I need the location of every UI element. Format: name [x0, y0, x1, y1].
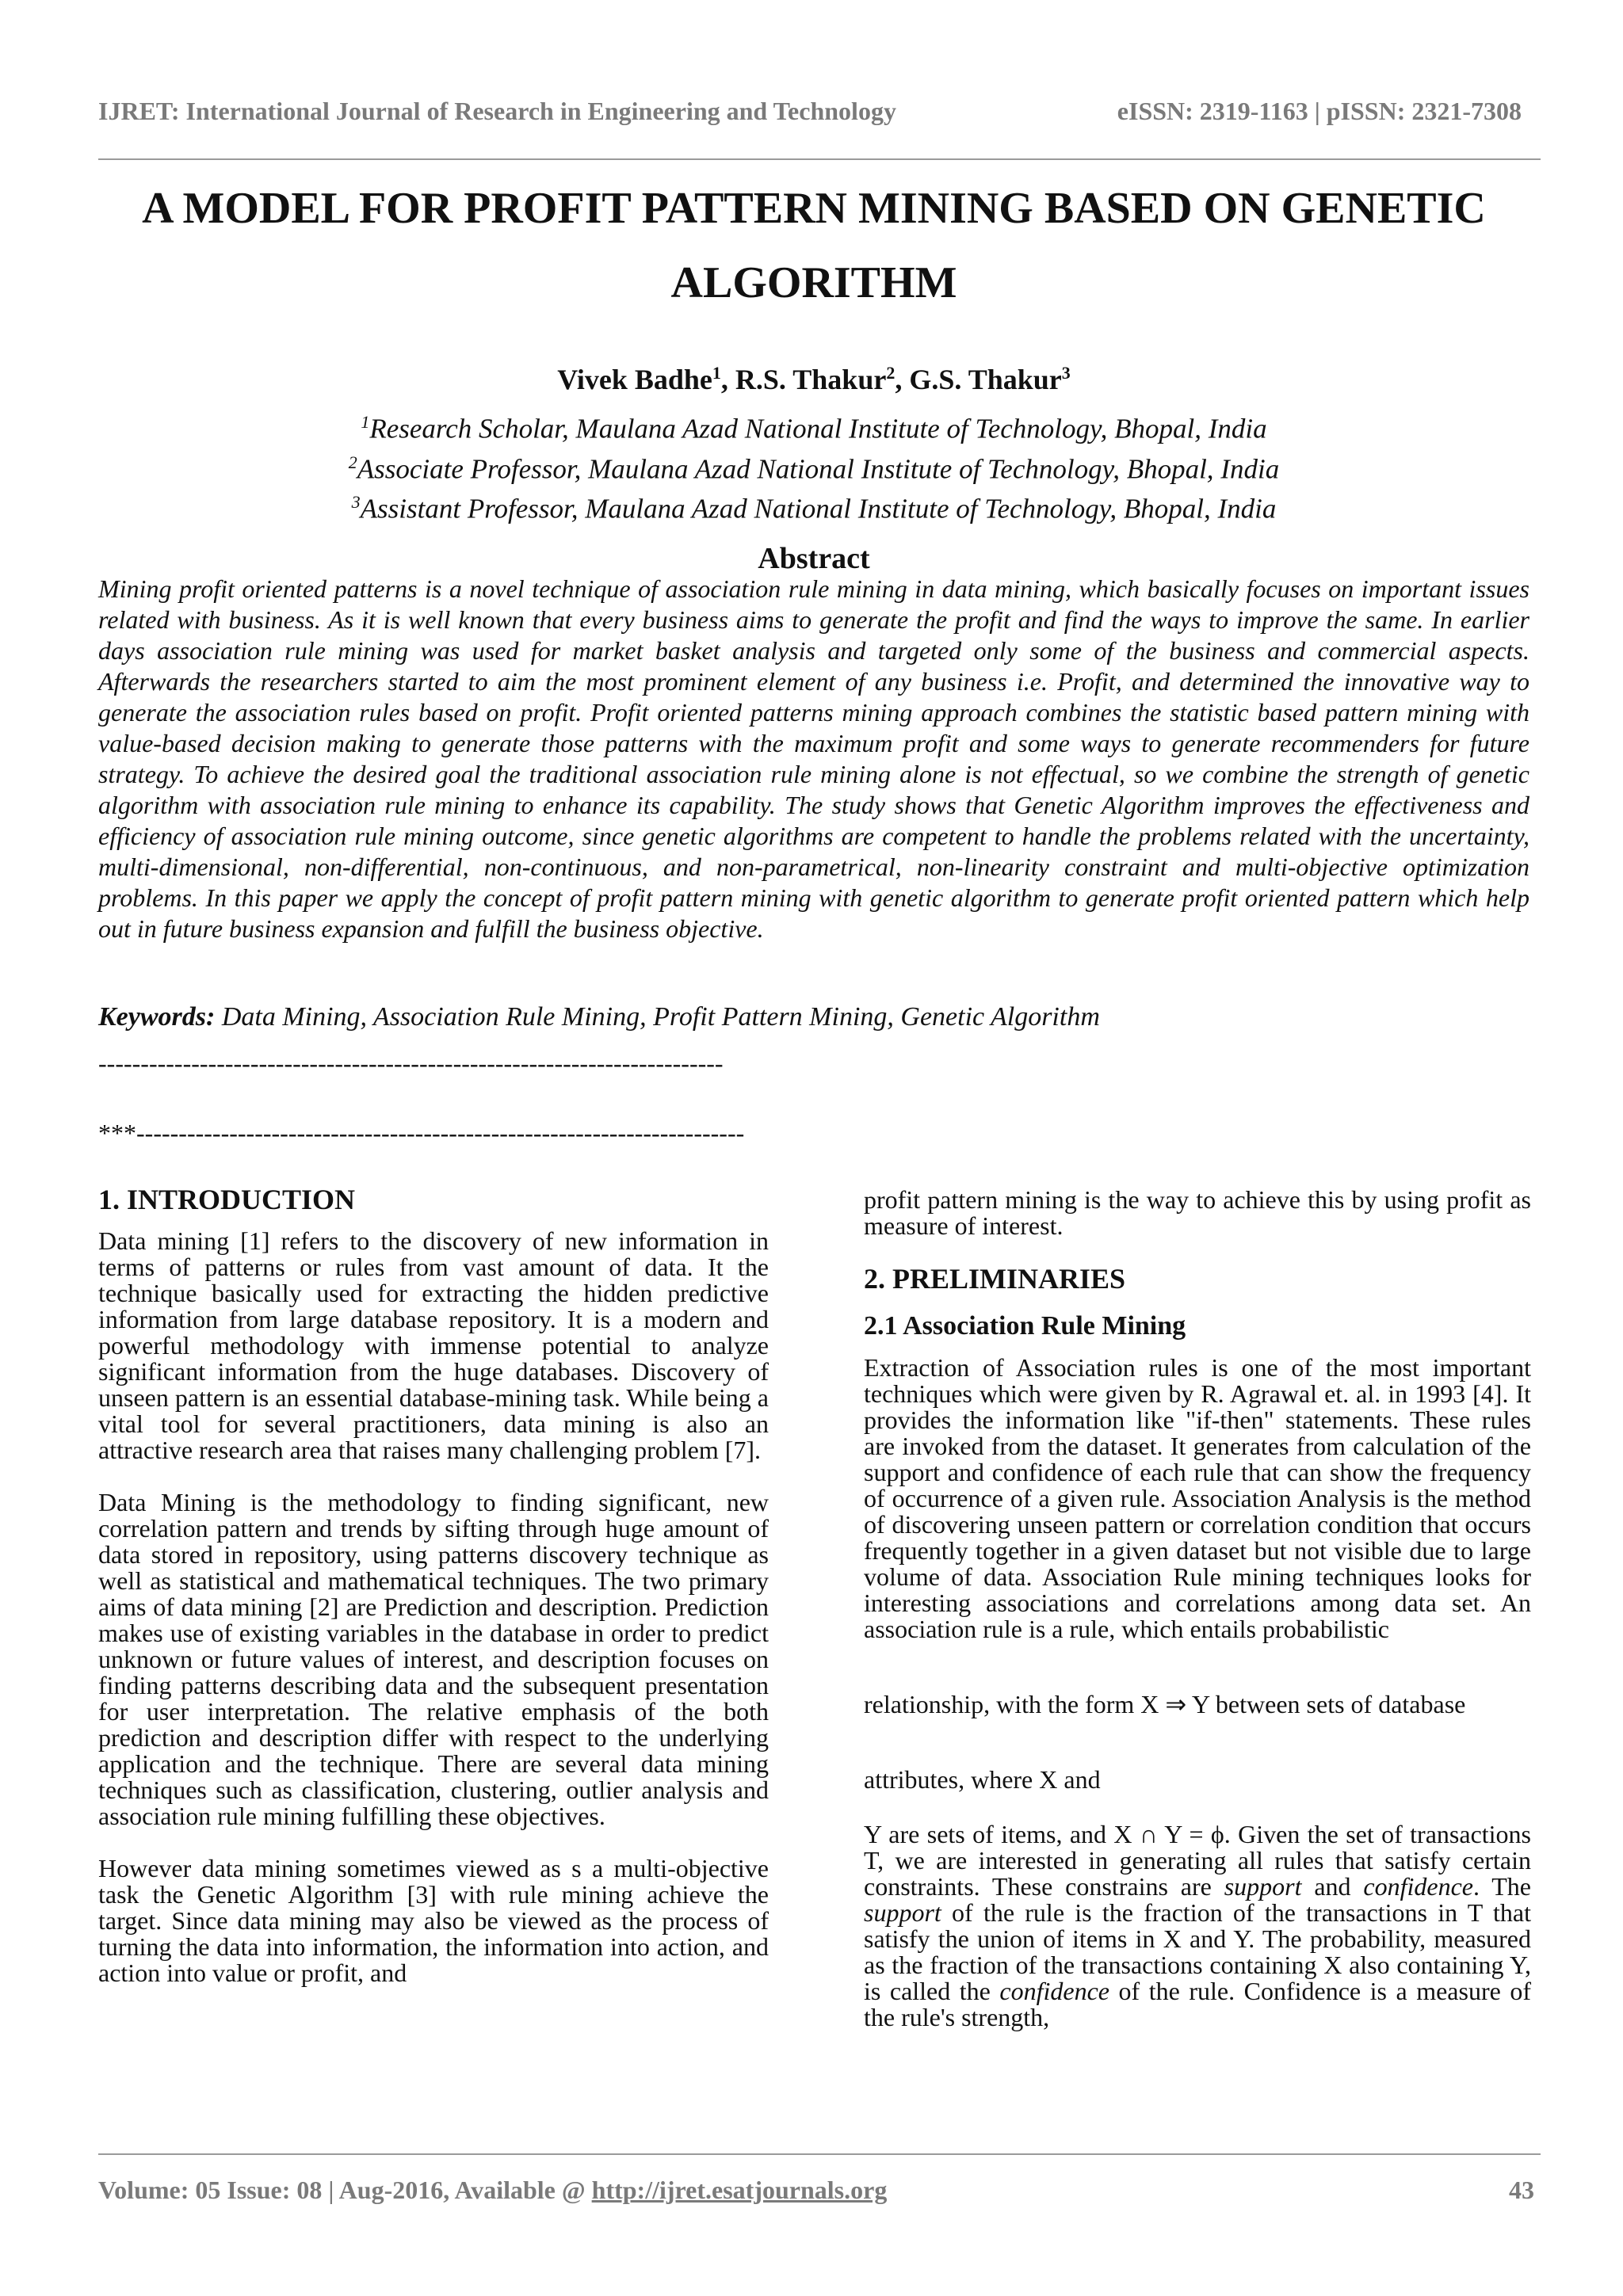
affiliation-sup: 3	[351, 492, 361, 513]
paper-title	[98, 171, 1529, 320]
term-support: support	[1224, 1872, 1302, 1901]
arm-text: . The	[1472, 1872, 1532, 1901]
affiliation-sup: 1	[361, 412, 370, 432]
affiliation-text: Research Scholar, Maulana Azad National Institute of Technology, Bhopal, India	[369, 413, 1267, 444]
issn-label: eISSN: 2319-1163 | pISSN: 2321-7308	[1117, 97, 1522, 125]
term-support: support	[864, 1898, 941, 1927]
journal-name: IJRET: International Journal of Research in Engineering and Technology	[98, 97, 896, 125]
separator-stars-line	[98, 1117, 851, 1149]
intro-paragraph-1: Data mining [1] refers to the discovery of new information in terms of patterns or rules from vast amount of data. It the technique basically used for extracting the hidden predictive information from large database repository. It is a modern and powerful methodology with immense potential to analyze significant information from the huge databases. Discovery of unseen pattern is an essential database-mining task. While being a vital tool for several practitioners, data mining is also an attractive research area that raises many challenging problem [7].	[98, 1226, 769, 1464]
author-name: Vivek Badhe	[557, 364, 712, 395]
footer-volume-text: Volume: 05 Issue: 08 | Aug-2016, Available @	[98, 2176, 592, 2204]
affiliation-list	[98, 406, 1529, 526]
arm-paragraph-3: attributes, where X and	[864, 1765, 1101, 1794]
arm-paragraph-4	[864, 1821, 1531, 2031]
subsection-heading-association-rule-mining: 2.1 Association Rule Mining	[864, 1311, 1186, 1341]
page-number: 43	[1509, 2176, 1534, 2204]
affiliation-item	[98, 406, 1529, 446]
affiliation-item	[98, 486, 1529, 526]
keywords-line	[98, 1000, 1529, 1035]
author-list	[98, 353, 1529, 399]
intro-paragraph-2: Data Mining is the methodology to finding significant, new correlation pattern and trends by sifting through huge amount of data stored in repository, using patterns discovery technique as well as statistical and mathematical techniques. The two primary aims of data mining [2] are Prediction and description. Prediction makes use of existing variables in the database in order to predict unknown or future values of interest, and description focuses on finding patterns describing data and the subsequent presentation for user interpretation. The relative emphasis of the both prediction and description differ with respect to the underlying application and the technique. There are several data mining techniques such as classification, clustering, outlier analysis and association rule mining fulfilling these objectives.	[98, 1488, 769, 1830]
author-name: G.S. Thakur	[909, 364, 1062, 395]
author-sup: 1	[712, 363, 721, 383]
author-name: R.S. Thakur	[735, 364, 887, 395]
section-heading-introduction: 1. INTRODUCTION	[98, 1184, 356, 1215]
affiliation-sup: 2	[348, 452, 357, 472]
arm-text: and	[1301, 1872, 1364, 1901]
author-sup: 2	[886, 363, 896, 383]
title-line-1: A MODEL FOR PROFIT PATTERN MINING BASED ON GENETIC	[142, 184, 1486, 233]
keywords-label: Keywords:	[98, 1002, 216, 1032]
title-line-2: ALGORITHM	[670, 258, 957, 307]
term-confidence: confidence	[999, 1977, 1109, 2005]
running-header	[98, 97, 1522, 136]
author-sup: 3	[1061, 363, 1071, 383]
abstract-text: Mining profit oriented patterns is a novel technique of association rule mining in data mining, which basically focuses on important issues related with business. As it is well known that every business aims to generate the profit and find the ways to improve the same. In earlier days association rule mining was used for market basket analysis and targeted only some of the business and commercial aspects. Afterwards the researchers started to aim the most prominent element of any business i.e. Profit, and determined the innovative way to generate the association rules based on profit. Profit oriented patterns mining approach combines the statistic based pattern mining with value-based decision making to generate those patterns with the maximum profit and some ways to generate recommenders for future strategy. To achieve the desired goal the traditional association rule mining alone is not effectual, so we combine the strength of genetic algorithm with association rule mining to enhance its capability. The study shows that Genetic Algorithm improves the effectiveness and efficiency of association rule mining outcome, since genetic algorithms are competent to handle the problems related with the uncertainty, multi-dimensional, non-differential, non-continuous, and non-parametrical, non-linearity constraint and multi-objective optimization problems. In this paper we apply the concept of profit pattern mining with genetic algorithm to generate profit oriented pattern which help out in future business expansion and fulfill the business objective.	[98, 574, 1529, 943]
separator-stars: ***	[98, 1119, 136, 1147]
footer-volume	[98, 2176, 887, 2205]
journal-url-link[interactable]: http://ijret.esatjournals.org	[591, 2176, 888, 2204]
arm-paragraph-1: Extraction of Association rules is one of the most important techniques which were given by R. Agrawal et. al. in 1993 [4]. It provides the information like "if-then" statements. These rules are invoked from the dataset. It generates from calculation of the support and confidence of each rule that can show the frequency of occurrence of a given rule. Association Analysis is the method of discovering unseen pattern or correlation condition that occurs frequently together in a given dataset but not visible due to large volume of data. Association Rule mining techniques looks for interesting associations and correlations among data set. An association rule is a rule, which entails probabilistic	[864, 1353, 1531, 1643]
arm-text: of the rule. Confidence is a measure of the rule's strength,	[864, 1977, 1532, 2031]
right-column	[864, 1187, 1531, 2031]
abstract-heading: Abstract	[758, 542, 870, 575]
header-divider	[98, 158, 1541, 160]
affiliation-text: Associate Professor, Maulana Azad National Institute of Technology, Bhopal, India	[357, 453, 1280, 485]
term-confidence: confidence	[1363, 1872, 1473, 1901]
separator-dashes-2: ------------------------------------------------------------------------	[136, 1119, 745, 1147]
separator-dashes: --------------------------------------------------------------------------	[98, 1049, 724, 1077]
section-heading-preliminaries: 2. PRELIMINARIES	[864, 1263, 1126, 1295]
author-sep: ,	[720, 364, 735, 395]
left-column	[98, 1182, 769, 1986]
arm-text: Y are sets of items, and X ∩ Y = ϕ. Given the set of transactions T, we are interested in generating all rules that satisfy certain constraints. These constrains are	[864, 1820, 1531, 1901]
arm-text: of the rule is the fraction of the transactions in T that satisfy the union of items in X and Y. The probability, measured as the fraction of the transactions containing X also containing Y, is called the	[864, 1898, 1531, 2005]
footer-divider	[98, 2153, 1541, 2155]
author-sep: ,	[895, 364, 910, 395]
intro-paragraph-3: However data mining sometimes viewed as s a multi-objective task the Genetic Algorithm [3] with rule mining achieve the target. Since data mining may also be viewed as the process of turning the data into information, the information into action, and action into value or profit, and	[98, 1854, 769, 1987]
affiliation-text: Assistant Professor, Maulana Azad National Institute of Technology, Bhopal, India	[360, 493, 1277, 524]
affiliation-item	[98, 446, 1529, 486]
intro-paragraph-continued: profit pattern mining is the way to achieve this by using profit as measure of interest.	[864, 1185, 1531, 1240]
keywords-text: Data Mining, Association Rule Mining, Profit Pattern Mining, Genetic Algorithm	[215, 1002, 1100, 1032]
arm-paragraph-2: relationship, with the form X ⇒ Y between sets of database	[864, 1690, 1466, 1718]
